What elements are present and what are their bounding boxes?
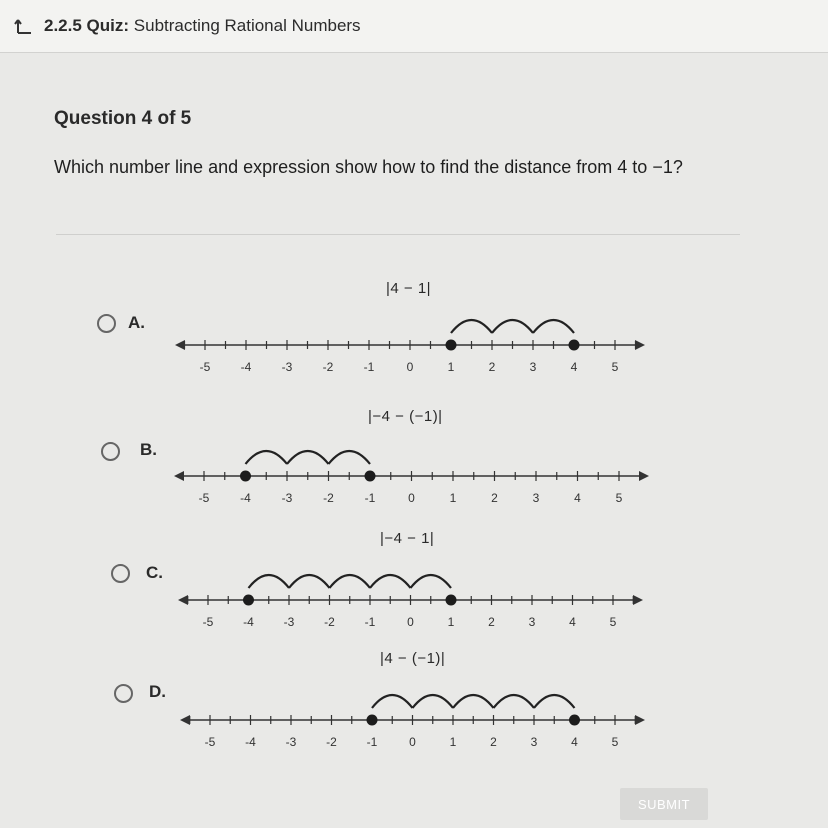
tick-label: -5 [199, 360, 211, 374]
option-letter-d: D. [149, 682, 166, 701]
tick-label: 1 [449, 491, 457, 505]
tick-label: 2 [488, 360, 496, 374]
radio-button-a[interactable] [97, 314, 116, 333]
jump-arc [453, 695, 494, 708]
quiz-title [44, 16, 361, 36]
plotted-point [240, 471, 251, 482]
tick-label: 3 [530, 735, 538, 749]
number-line-b [168, 436, 678, 516]
tick-label: -5 [202, 615, 214, 629]
submit-button[interactable]: SUBMIT [620, 788, 708, 820]
question-number: Question 4 of 5 [54, 108, 192, 129]
expression-a: |4 − 1| [386, 280, 432, 297]
tick-label: -4 [240, 491, 251, 505]
option-letter-b: B. [140, 440, 157, 459]
jump-arc [413, 695, 454, 708]
tick-label: -4 [240, 360, 252, 374]
tick-label: 2 [490, 735, 497, 749]
jump-arc [249, 575, 290, 588]
tick-label: -5 [198, 491, 210, 505]
tick-label: 4 [574, 491, 581, 505]
question-prompt: Which number line and expression show how to find the distance from 4 to −1? [54, 157, 683, 177]
plotted-point [446, 340, 457, 351]
arrow-right-icon [633, 595, 643, 605]
jump-arc [534, 695, 575, 708]
number-line-a [160, 305, 670, 385]
back-arrow-icon[interactable] [12, 15, 34, 37]
tick-label: -2 [324, 615, 335, 629]
arrow-right-icon [635, 340, 645, 350]
tick-label: 4 [569, 615, 576, 629]
tick-label: 5 [615, 491, 623, 505]
top-bar [0, 0, 828, 53]
tick-label: 3 [529, 360, 537, 374]
tick-label: 5 [611, 735, 619, 749]
number-line-d [176, 680, 686, 760]
tick-label: -1 [364, 491, 376, 505]
jump-arc [287, 451, 329, 464]
jump-arc [533, 320, 574, 333]
plotted-point [569, 340, 580, 351]
tick-label: 0 [407, 615, 414, 629]
tick-label: -4 [245, 735, 256, 749]
expression-d: |4 − (−1)| [380, 650, 446, 667]
tick-label: 1 [447, 360, 455, 374]
tick-label: 0 [406, 360, 414, 374]
number-line-c [174, 560, 684, 640]
arrow-left-icon [178, 595, 188, 605]
tick-label: 1 [447, 615, 455, 629]
jump-arc [494, 695, 535, 708]
tick-label: -2 [322, 360, 334, 374]
quiz-label: Quiz: [86, 16, 130, 35]
tick-label: -5 [204, 735, 216, 749]
tick-label: -1 [363, 360, 375, 374]
jump-arc [492, 320, 533, 333]
divider [56, 234, 740, 235]
section-number: 2.2.5 [44, 16, 82, 35]
tick-label: 2 [491, 491, 498, 505]
arrow-left-icon [174, 471, 184, 481]
arrow-right-icon [639, 471, 649, 481]
tick-label: 0 [409, 735, 416, 749]
plotted-point [367, 715, 378, 726]
jump-arc [451, 320, 492, 333]
jump-arc [330, 575, 371, 588]
plotted-point [365, 471, 376, 482]
jump-arc [289, 575, 330, 588]
radio-button-b[interactable] [101, 442, 120, 461]
plotted-point [446, 595, 457, 606]
jump-arc [246, 451, 288, 464]
tick-label: 3 [532, 491, 540, 505]
option-letter-c: C. [146, 563, 163, 582]
jump-arc [372, 695, 413, 708]
tick-label: -3 [285, 735, 297, 749]
tick-label: -1 [366, 735, 378, 749]
jump-arc [329, 451, 371, 464]
tick-label: 4 [570, 360, 578, 374]
tick-label: -3 [281, 491, 293, 505]
option-letter-a: A. [128, 313, 145, 332]
jump-arc [411, 575, 452, 588]
jump-arc [370, 575, 411, 588]
expression-c: |−4 − 1| [380, 530, 435, 547]
tick-label: -3 [283, 615, 295, 629]
tick-label: 0 [408, 491, 415, 505]
tick-label: 2 [488, 615, 495, 629]
plotted-point [569, 715, 580, 726]
tick-label: -3 [281, 360, 293, 374]
tick-label: -2 [323, 491, 334, 505]
tick-label: 1 [449, 735, 457, 749]
arrow-left-icon [180, 715, 190, 725]
expression-b: |−4 − (−1)| [368, 408, 443, 425]
tick-label: 3 [528, 615, 536, 629]
tick-label: 5 [611, 360, 619, 374]
tick-label: -1 [364, 615, 376, 629]
tick-label: -4 [243, 615, 254, 629]
arrow-left-icon [175, 340, 185, 350]
tick-label: 5 [609, 615, 617, 629]
arrow-right-icon [635, 715, 645, 725]
radio-button-c[interactable] [111, 564, 130, 583]
quiz-name: Subtracting Rational Numbers [133, 16, 361, 35]
tick-label: -2 [326, 735, 337, 749]
plotted-point [243, 595, 254, 606]
tick-label: 4 [571, 735, 578, 749]
radio-button-d[interactable] [114, 684, 133, 703]
